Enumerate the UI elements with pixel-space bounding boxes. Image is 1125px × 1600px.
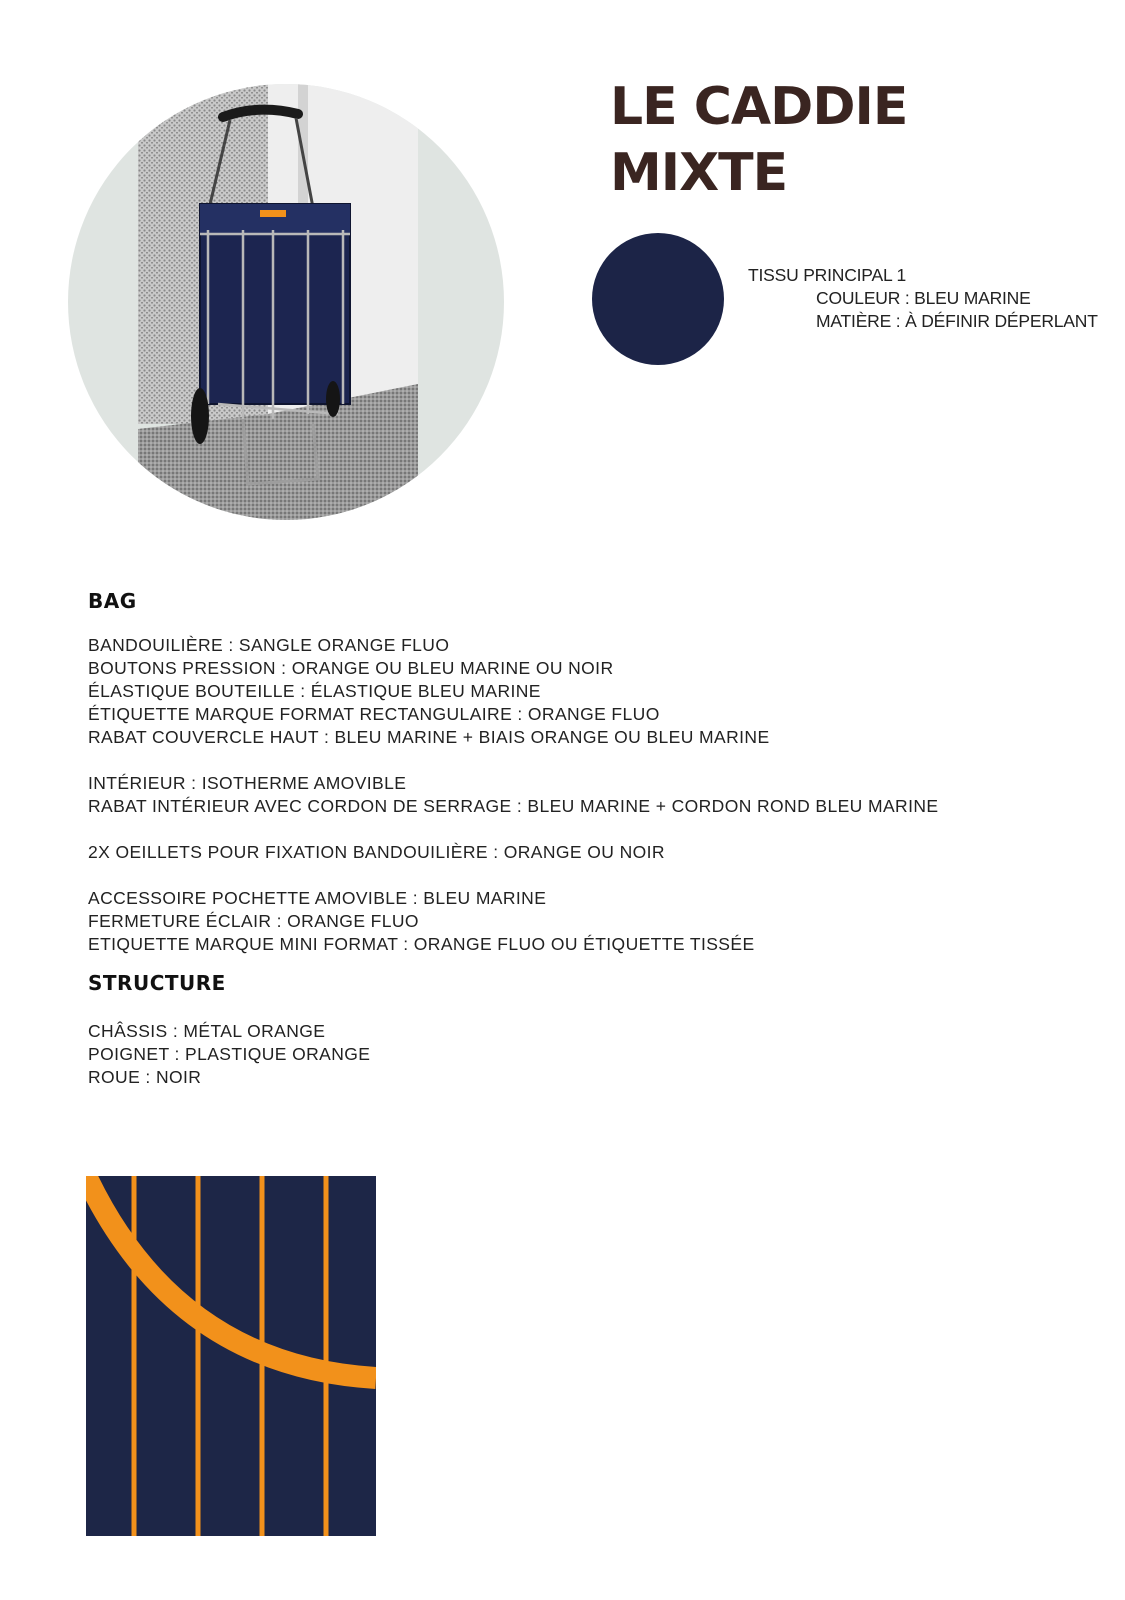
fabric-color: COULEUR : BLEU MARINE bbox=[816, 288, 1031, 308]
spec-line: INTÉRIEUR : ISOTHERME AMOVIBLE bbox=[88, 773, 407, 793]
spec-line: RABAT INTÉRIEUR AVEC CORDON DE SERRAGE : BLEU MARINE + CORDON ROND BLEU MARINE bbox=[88, 796, 939, 816]
structure-group bbox=[88, 1020, 1068, 1089]
fabric-color-swatch bbox=[592, 233, 724, 365]
fabric-material: MATIÈRE : À DÉFINIR DÉPERLANT bbox=[816, 311, 1098, 331]
bag-section bbox=[88, 588, 1068, 956]
bag-group-2 bbox=[88, 772, 1068, 818]
fabric-label: TISSU PRINCIPAL 1 bbox=[748, 265, 907, 285]
pattern-background bbox=[86, 1176, 376, 1536]
title-line-2: MIXTE bbox=[610, 143, 788, 203]
spec-line: FERMETURE ÉCLAIR : ORANGE FLUO bbox=[88, 911, 419, 931]
spec-line: BANDOUILIÈRE : SANGLE ORANGE FLUO bbox=[88, 635, 450, 655]
spec-line: 2X OEILLETS POUR FIXATION BANDOUILIÈRE : ORANGE OU NOIR bbox=[88, 842, 665, 862]
spec-line: CHÂSSIS : MÉTAL ORANGE bbox=[88, 1021, 326, 1041]
structure-section-title: STRUCTURE bbox=[88, 971, 226, 995]
product-photo bbox=[68, 84, 504, 520]
spec-line: POIGNET : PLASTIQUE ORANGE bbox=[88, 1044, 371, 1064]
spec-line: ÉTIQUETTE MARQUE FORMAT RECTANGULAIRE : ORANGE FLUO bbox=[88, 704, 660, 724]
bag-group-1 bbox=[88, 634, 1068, 749]
spec-line: ACCESSOIRE POCHETTE AMOVIBLE : BLEU MARINE bbox=[88, 888, 547, 908]
bag-group-3 bbox=[88, 841, 1068, 864]
spec-line: BOUTONS PRESSION : ORANGE OU BLEU MARINE OU NOIR bbox=[88, 658, 614, 678]
bag-group-4 bbox=[88, 887, 1068, 956]
structure-section bbox=[88, 970, 1068, 1089]
bag-section-title: BAG bbox=[88, 589, 137, 613]
spec-line: RABAT COUVERCLE HAUT : BLEU MARINE + BIAIS ORANGE OU BLEU MARINE bbox=[88, 727, 770, 747]
spec-line: ETIQUETTE MARQUE MINI FORMAT : ORANGE FLUO OU ÉTIQUETTE TISSÉE bbox=[88, 934, 755, 954]
title-line-1: LE CADDIE bbox=[610, 77, 908, 137]
fabric-info bbox=[748, 264, 1098, 333]
spec-line: ROUE : NOIR bbox=[88, 1067, 202, 1087]
pattern-graphic bbox=[86, 1176, 376, 1536]
spec-sheet bbox=[88, 588, 1068, 1089]
spec-line: ÉLASTIQUE BOUTEILLE : ÉLASTIQUE BLEU MARINE bbox=[88, 681, 541, 701]
page-title bbox=[610, 74, 907, 206]
